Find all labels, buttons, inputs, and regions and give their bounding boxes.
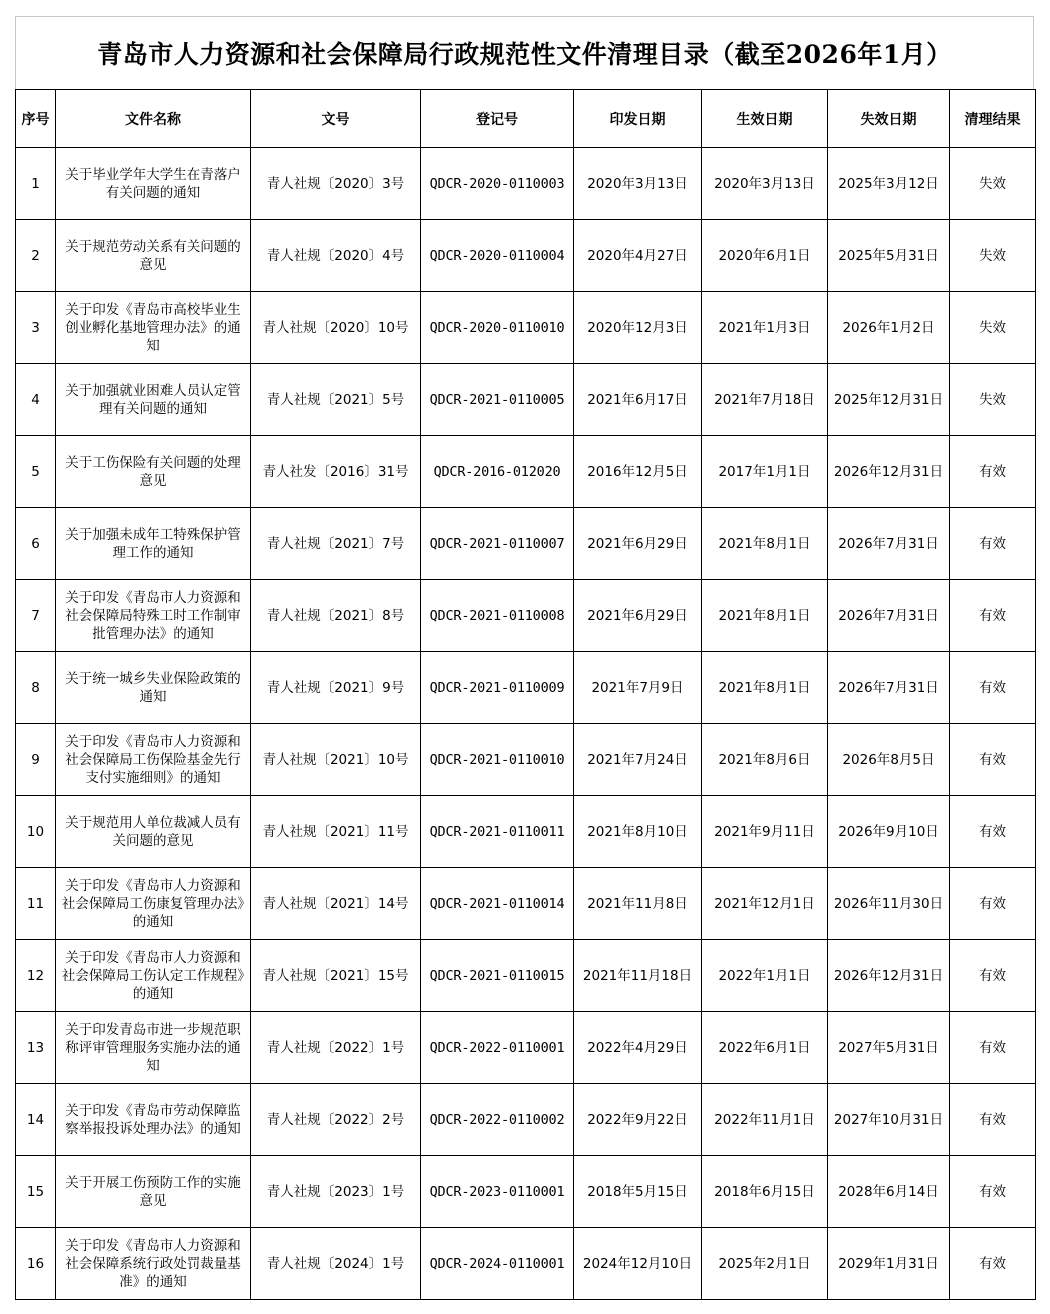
header-expiry-date: 失效日期 [828,90,950,148]
row-expiry-date-cell: 2025年5月31日 [828,220,950,292]
row-effective-date-cell: 2020年6月1日 [702,220,828,292]
row-registration-number-cell: QDCR-2021-0110015 [421,940,574,1012]
row-file-name-cell: 关于印发《青岛市劳动保障监察举报投诉处理办法》的通知 [56,1084,251,1156]
row-doc-number-cell: 青人社规〔2021〕7号 [251,508,421,580]
table-row [16,652,1036,724]
row-registration-number-cell: QDCR-2021-0110008 [421,580,574,652]
row-registration-number-cell: QDCR-2020-0110004 [421,220,574,292]
row-cleanup-result-cell: 失效 [950,292,1036,364]
row-doc-number-cell: 青人社规〔2020〕3号 [251,148,421,220]
row-file-name-cell: 关于印发《青岛市高校毕业生创业孵化基地管理办法》的通知 [56,292,251,364]
row-seq-cell: 1 [16,148,56,220]
row-issue-date-cell: 2016年12月5日 [574,436,702,508]
header-registration-number: 登记号 [421,90,574,148]
row-issue-date-cell: 2020年3月13日 [574,148,702,220]
row-registration-number-cell: QDCR-2022-0110001 [421,1012,574,1084]
row-seq-cell: 5 [16,436,56,508]
row-issue-date-cell: 2020年4月27日 [574,220,702,292]
table-row [16,220,1036,292]
table-row [16,1228,1036,1300]
row-expiry-date-cell: 2027年5月31日 [828,1012,950,1084]
row-seq-cell: 16 [16,1228,56,1300]
row-expiry-date-cell: 2026年7月31日 [828,580,950,652]
row-effective-date-cell: 2021年8月6日 [702,724,828,796]
row-expiry-date-cell: 2028年6月14日 [828,1156,950,1228]
row-effective-date-cell: 2021年9月11日 [702,796,828,868]
catalog-table [15,89,1036,1300]
row-doc-number-cell: 青人社规〔2021〕11号 [251,796,421,868]
row-issue-date-cell: 2021年7月24日 [574,724,702,796]
row-seq-cell: 7 [16,580,56,652]
row-expiry-date-cell: 2026年7月31日 [828,508,950,580]
row-seq-cell: 3 [16,292,56,364]
row-effective-date-cell: 2022年6月1日 [702,1012,828,1084]
row-issue-date-cell: 2021年11月18日 [574,940,702,1012]
row-cleanup-result-cell: 失效 [950,220,1036,292]
row-cleanup-result-cell: 有效 [950,652,1036,724]
row-expiry-date-cell: 2027年10月31日 [828,1084,950,1156]
row-issue-date-cell: 2021年6月29日 [574,580,702,652]
row-seq-cell: 15 [16,1156,56,1228]
header-issue-date: 印发日期 [574,90,702,148]
row-seq-cell: 13 [16,1012,56,1084]
table-row [16,940,1036,1012]
row-cleanup-result-cell: 有效 [950,1156,1036,1228]
row-doc-number-cell: 青人社规〔2020〕4号 [251,220,421,292]
row-effective-date-cell: 2018年6月15日 [702,1156,828,1228]
row-effective-date-cell: 2021年8月1日 [702,652,828,724]
row-registration-number-cell: QDCR-2021-0110007 [421,508,574,580]
row-registration-number-cell: QDCR-2020-0110003 [421,148,574,220]
row-issue-date-cell: 2021年6月29日 [574,508,702,580]
row-cleanup-result-cell: 有效 [950,1084,1036,1156]
row-issue-date-cell: 2021年6月17日 [574,364,702,436]
row-effective-date-cell: 2021年8月1日 [702,508,828,580]
row-doc-number-cell: 青人社规〔2021〕5号 [251,364,421,436]
row-seq-cell: 9 [16,724,56,796]
row-expiry-date-cell: 2026年11月30日 [828,868,950,940]
row-cleanup-result-cell: 有效 [950,724,1036,796]
row-seq-cell: 4 [16,364,56,436]
row-seq-cell: 10 [16,796,56,868]
row-registration-number-cell: QDCR-2022-0110002 [421,1084,574,1156]
row-registration-number-cell: QDCR-2021-0110010 [421,724,574,796]
row-doc-number-cell: 青人社规〔2021〕9号 [251,652,421,724]
row-issue-date-cell: 2021年7月9日 [574,652,702,724]
row-file-name-cell: 关于加强就业困难人员认定管理有关问题的通知 [56,364,251,436]
title-bar [15,16,1034,89]
row-cleanup-result-cell: 失效 [950,148,1036,220]
row-effective-date-cell: 2022年1月1日 [702,940,828,1012]
row-registration-number-cell: QDCR-2021-0110014 [421,868,574,940]
row-seq-cell: 6 [16,508,56,580]
row-issue-date-cell: 2022年4月29日 [574,1012,702,1084]
row-file-name-cell: 关于规范用人单位裁减人员有关问题的意见 [56,796,251,868]
row-doc-number-cell: 青人社规〔2021〕14号 [251,868,421,940]
table-row [16,1156,1036,1228]
row-issue-date-cell: 2024年12月10日 [574,1228,702,1300]
row-file-name-cell: 关于规范劳动关系有关问题的意见 [56,220,251,292]
row-doc-number-cell: 青人社发〔2016〕31号 [251,436,421,508]
row-expiry-date-cell: 2026年8月5日 [828,724,950,796]
row-doc-number-cell: 青人社规〔2021〕8号 [251,580,421,652]
table-body [16,148,1036,1300]
table-row [16,292,1036,364]
table-row [16,868,1036,940]
row-doc-number-cell: 青人社规〔2021〕15号 [251,940,421,1012]
header-cleanup-result: 清理结果 [950,90,1036,148]
row-issue-date-cell: 2022年9月22日 [574,1084,702,1156]
row-file-name-cell: 关于印发《青岛市人力资源和社会保障局工伤保险基金先行支付实施细则》的通知 [56,724,251,796]
row-cleanup-result-cell: 有效 [950,1228,1036,1300]
row-expiry-date-cell: 2026年12月31日 [828,940,950,1012]
row-effective-date-cell: 2021年7月18日 [702,364,828,436]
header-row [16,90,1036,148]
header-effective-date: 生效日期 [702,90,828,148]
header-file-name: 文件名称 [56,90,251,148]
row-issue-date-cell: 2020年12月3日 [574,292,702,364]
row-doc-number-cell: 青人社规〔2021〕10号 [251,724,421,796]
row-registration-number-cell: QDCR-2021-0110005 [421,364,574,436]
row-doc-number-cell: 青人社规〔2020〕10号 [251,292,421,364]
table-row [16,724,1036,796]
table-row [16,1084,1036,1156]
row-file-name-cell: 关于印发《青岛市人力资源和社会保障局工伤认定工作规程》的通知 [56,940,251,1012]
row-file-name-cell: 关于加强未成年工特殊保护管理工作的通知 [56,508,251,580]
row-seq-cell: 14 [16,1084,56,1156]
row-file-name-cell: 关于工伤保险有关问题的处理意见 [56,436,251,508]
row-effective-date-cell: 2021年1月3日 [702,292,828,364]
row-cleanup-result-cell: 有效 [950,580,1036,652]
table-row [16,1012,1036,1084]
row-doc-number-cell: 青人社规〔2022〕1号 [251,1012,421,1084]
row-doc-number-cell: 青人社规〔2023〕1号 [251,1156,421,1228]
table-row [16,796,1036,868]
row-effective-date-cell: 2020年3月13日 [702,148,828,220]
row-seq-cell: 8 [16,652,56,724]
row-file-name-cell: 关于印发《青岛市人力资源和社会保障系统行政处罚裁量基准》的通知 [56,1228,251,1300]
row-file-name-cell: 关于统一城乡失业保险政策的通知 [56,652,251,724]
header-seq: 序号 [16,90,56,148]
row-cleanup-result-cell: 有效 [950,508,1036,580]
row-file-name-cell: 关于印发《青岛市人力资源和社会保障局工伤康复管理办法》的通知 [56,868,251,940]
table-row [16,436,1036,508]
row-registration-number-cell: QDCR-2020-0110010 [421,292,574,364]
row-expiry-date-cell: 2026年9月10日 [828,796,950,868]
row-seq-cell: 2 [16,220,56,292]
row-effective-date-cell: 2022年11月1日 [702,1084,828,1156]
page-title: 青岛市人力资源和社会保障局行政规范性文件清理目录（截至2026年1月） [97,40,952,69]
row-expiry-date-cell: 2026年1月2日 [828,292,950,364]
table-row [16,580,1036,652]
row-cleanup-result-cell: 有效 [950,796,1036,868]
row-file-name-cell: 关于开展工伤预防工作的实施意见 [56,1156,251,1228]
row-expiry-date-cell: 2025年3月12日 [828,148,950,220]
row-effective-date-cell: 2017年1月1日 [702,436,828,508]
row-registration-number-cell: QDCR-2023-0110001 [421,1156,574,1228]
row-cleanup-result-cell: 有效 [950,1012,1036,1084]
row-issue-date-cell: 2021年8月10日 [574,796,702,868]
row-expiry-date-cell: 2025年12月31日 [828,364,950,436]
row-effective-date-cell: 2021年8月1日 [702,580,828,652]
row-seq-cell: 12 [16,940,56,1012]
row-doc-number-cell: 青人社规〔2024〕1号 [251,1228,421,1300]
row-file-name-cell: 关于印发《青岛市人力资源和社会保障局特殊工时工作制审批管理办法》的通知 [56,580,251,652]
row-effective-date-cell: 2025年2月1日 [702,1228,828,1300]
row-issue-date-cell: 2021年11月8日 [574,868,702,940]
row-registration-number-cell: QDCR-2016-012020 [421,436,574,508]
row-file-name-cell: 关于印发青岛市进一步规范职称评审管理服务实施办法的通知 [56,1012,251,1084]
row-effective-date-cell: 2021年12月1日 [702,868,828,940]
row-cleanup-result-cell: 失效 [950,364,1036,436]
row-file-name-cell: 关于毕业学年大学生在青落户有关问题的通知 [56,148,251,220]
table-row [16,364,1036,436]
row-doc-number-cell: 青人社规〔2022〕2号 [251,1084,421,1156]
table-row [16,508,1036,580]
row-expiry-date-cell: 2029年1月31日 [828,1228,950,1300]
row-issue-date-cell: 2018年5月15日 [574,1156,702,1228]
row-cleanup-result-cell: 有效 [950,940,1036,1012]
row-cleanup-result-cell: 有效 [950,436,1036,508]
table-row [16,148,1036,220]
row-seq-cell: 11 [16,868,56,940]
row-registration-number-cell: QDCR-2024-0110001 [421,1228,574,1300]
row-expiry-date-cell: 2026年12月31日 [828,436,950,508]
row-cleanup-result-cell: 有效 [950,868,1036,940]
header-doc-number: 文号 [251,90,421,148]
row-expiry-date-cell: 2026年7月31日 [828,652,950,724]
row-registration-number-cell: QDCR-2021-0110011 [421,796,574,868]
row-registration-number-cell: QDCR-2021-0110009 [421,652,574,724]
